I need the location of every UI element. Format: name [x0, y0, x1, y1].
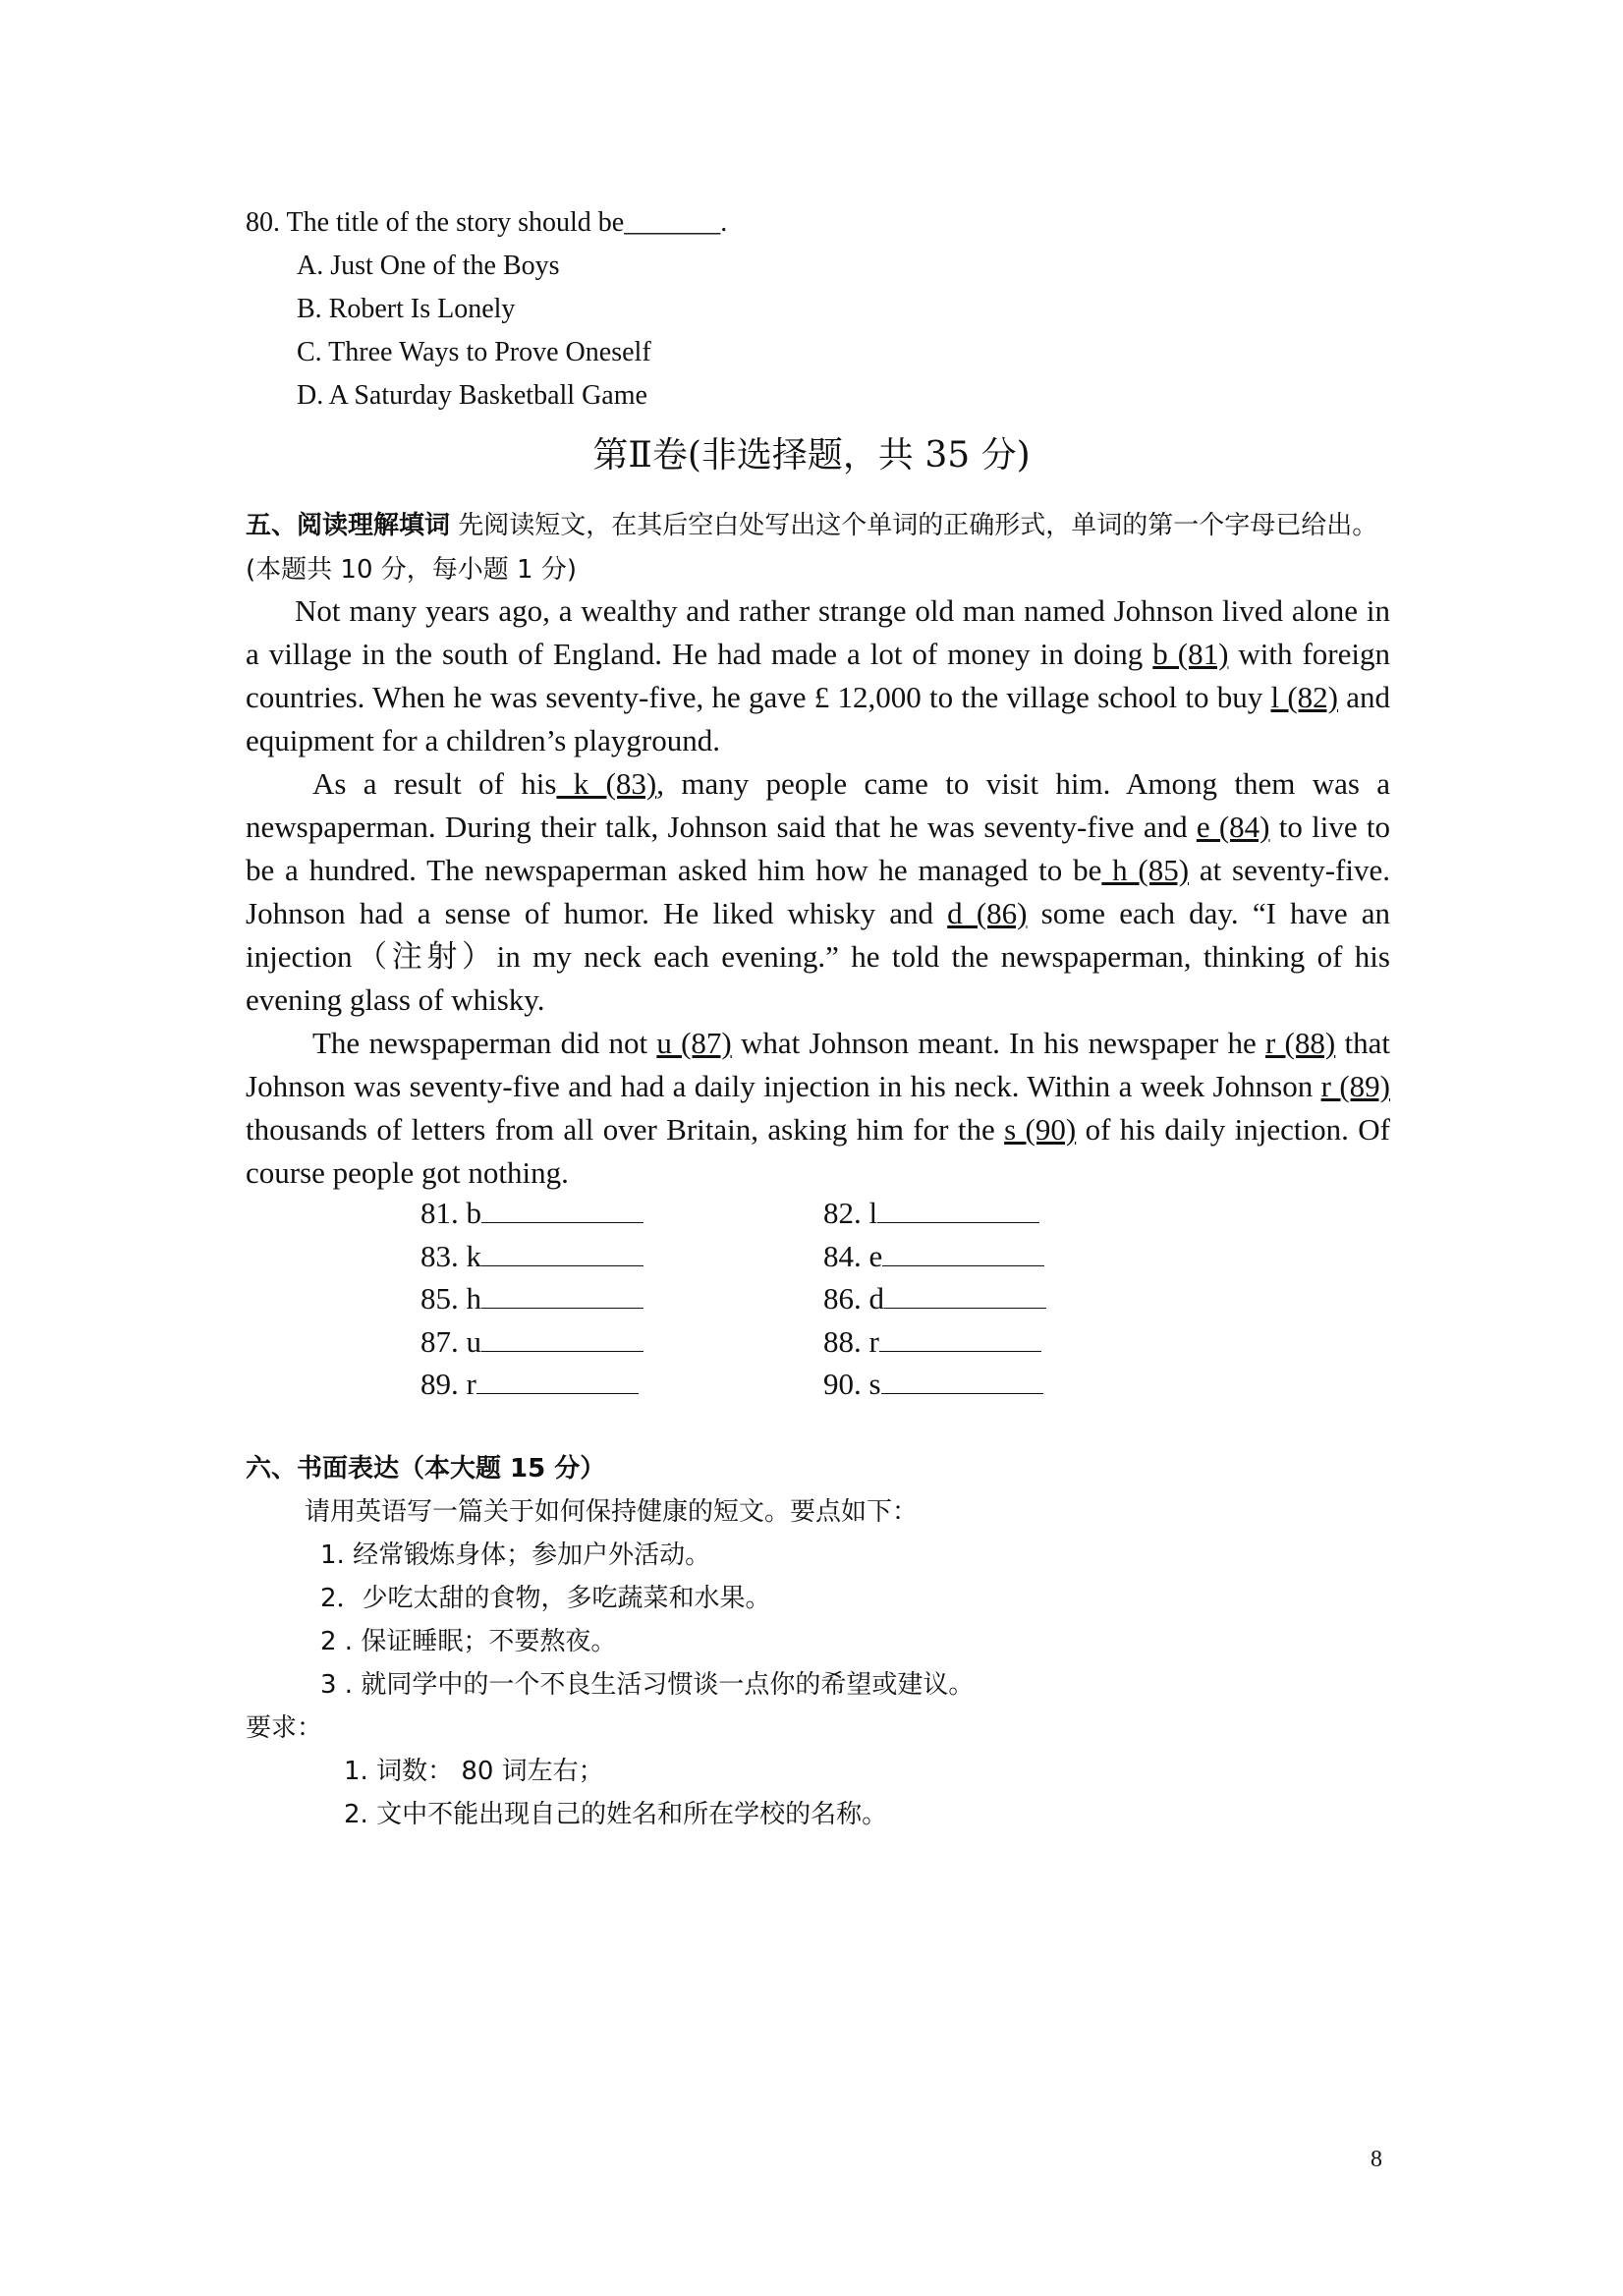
passage-text: and equipment for a children’s playground.	[246, 680, 1390, 757]
section-5-instruction: 先阅读短文，在其后空白处写出这个单词的正确形式，单词的第一个字母已给出。(本题共 10 分，每小题 1 分)	[246, 511, 1378, 585]
answer-row	[420, 1192, 1226, 1235]
requirements-label: 要求：	[246, 1713, 323, 1743]
reading-passage	[246, 589, 1390, 1195]
writing-point: 1. 经常锻炼身体；参加户外活动。	[320, 1540, 711, 1570]
answer-line[interactable]	[882, 1240, 1044, 1266]
answer-line[interactable]	[881, 1368, 1043, 1394]
writing-point: 3 . 就同学中的一个不良生活习惯谈一点你的希望或建议。	[320, 1670, 975, 1700]
blank-86: d (86)	[947, 896, 1028, 930]
answer-label: 85. h	[420, 1281, 481, 1316]
answer-cell[interactable]	[420, 1363, 823, 1406]
answer-row	[420, 1235, 1226, 1278]
answer-cell[interactable]	[823, 1277, 1226, 1320]
option-a: A. Just One of the Boys	[297, 251, 560, 281]
writing-point: 2 . 保证睡眠；不要熬夜。	[320, 1627, 617, 1656]
answer-line[interactable]	[877, 1197, 1039, 1223]
answer-line[interactable]	[481, 1197, 644, 1223]
passage-text: As a result of his	[312, 766, 557, 801]
answer-cell[interactable]	[823, 1235, 1226, 1278]
requirement: 1. 词数： 80 词左右；	[344, 1757, 604, 1786]
answer-blanks	[420, 1192, 1226, 1406]
passage-text: of his daily injection. Of course people got nothing.	[246, 1112, 1390, 1190]
passage-text: to live to be a hundred. The newspaperman asked him how he managed to be	[246, 810, 1390, 887]
answer-label: 82. l	[823, 1196, 878, 1230]
blank-82: l (82)	[1270, 680, 1338, 714]
blank-85: h (85)	[1101, 853, 1190, 887]
answer-line[interactable]	[481, 1240, 644, 1266]
answer-line[interactable]	[481, 1282, 644, 1309]
answer-label: 87. u	[420, 1323, 481, 1359]
passage-text: at seventy-five. Johnson had a sense of humor. He liked whisky and	[246, 853, 1390, 930]
answer-label: 86. d	[823, 1281, 884, 1316]
passage-text: with foreign countries. When he was seventy-five, he gave £ 12,000 to the village school to buy	[246, 637, 1390, 714]
blank-87: u (87)	[656, 1026, 732, 1060]
answer-row	[420, 1320, 1226, 1364]
answer-line[interactable]	[481, 1325, 644, 1352]
answer-line[interactable]	[879, 1325, 1041, 1352]
answer-label: 84. e	[823, 1238, 883, 1273]
answer-cell[interactable]	[420, 1235, 823, 1278]
blank-84: e (84)	[1196, 810, 1270, 844]
writing-point: 2．少吃太甜的食物，多吃蔬菜和水果。	[320, 1584, 771, 1613]
answer-cell[interactable]	[420, 1277, 823, 1320]
answer-line[interactable]	[476, 1368, 639, 1394]
answer-row	[420, 1277, 1226, 1320]
option-d: D. A Saturday Basketball Game	[297, 380, 647, 411]
passage-text: that Johnson was seventy-five and had a daily injection in his neck. Within a week Johnson	[246, 1026, 1390, 1103]
answer-cell[interactable]	[823, 1320, 1226, 1364]
passage-text: Not many years ago, a wealthy and rather strange old man named Johnson lived alone in a village in the south of England. He had made a lot of money in doing	[246, 593, 1390, 671]
option-b: B. Robert Is Lonely	[297, 294, 516, 324]
blank-83: k (83)	[556, 766, 657, 801]
answer-row	[420, 1363, 1226, 1406]
section-6-prompt: 请用英语写一篇关于如何保持健康的短文。要点如下：	[305, 1497, 919, 1527]
answer-cell[interactable]	[420, 1192, 823, 1235]
blank-81: b (81)	[1152, 637, 1229, 671]
passage-text: what Johnson meant. In his newspaper he	[731, 1026, 1265, 1060]
passage-paragraph-1	[246, 589, 1390, 762]
passage-paragraph-2	[246, 762, 1390, 1022]
page-number: 8	[1371, 2147, 1382, 2172]
blank-89: r (89)	[1320, 1069, 1390, 1103]
answer-cell[interactable]	[823, 1363, 1226, 1406]
answer-label: 83. k	[420, 1238, 481, 1273]
section-5-label: 五、阅读理解填词	[246, 511, 451, 540]
passage-text: , many people came to visit him. Among them was a newspaperman. During their talk, Johnson said that he was seventy-five and	[246, 766, 1390, 844]
question-80-stem: 80. The title of the story should be_______.	[246, 207, 728, 238]
answer-label: 88. r	[823, 1323, 879, 1359]
section-2-title: 第Ⅱ卷(非选择题，共 35 分)	[592, 435, 1031, 476]
section-6-heading: 六、书面表达（本大题 15 分）	[246, 1454, 606, 1484]
blank-90: s (90)	[1004, 1112, 1077, 1147]
blank-88: r (88)	[1264, 1026, 1336, 1060]
question-80	[246, 201, 727, 418]
requirement: 2. 文中不能出现自己的姓名和所在学校的名称。	[344, 1800, 888, 1829]
section-6	[246, 1447, 974, 1836]
passage-text: thousands of letters from all over Britain, asking him for the	[246, 1112, 1005, 1147]
option-c: C. Three Ways to Prove Oneself	[297, 337, 651, 367]
answer-label: 89. r	[420, 1367, 476, 1401]
answer-cell[interactable]	[420, 1320, 823, 1364]
answer-line[interactable]	[884, 1282, 1046, 1309]
section-5-header	[246, 504, 1395, 592]
answer-cell[interactable]	[823, 1192, 1226, 1235]
passage-text: some each day. “I have an injection（注射）in my neck each evening.” he told the newspaperman, thinking of his evening glass of whisky.	[246, 896, 1390, 1017]
answer-label: 81. b	[420, 1196, 481, 1230]
answer-label: 90. s	[823, 1367, 881, 1401]
passage-text: The newspaperman did not	[312, 1026, 657, 1060]
passage-paragraph-3	[246, 1022, 1390, 1195]
